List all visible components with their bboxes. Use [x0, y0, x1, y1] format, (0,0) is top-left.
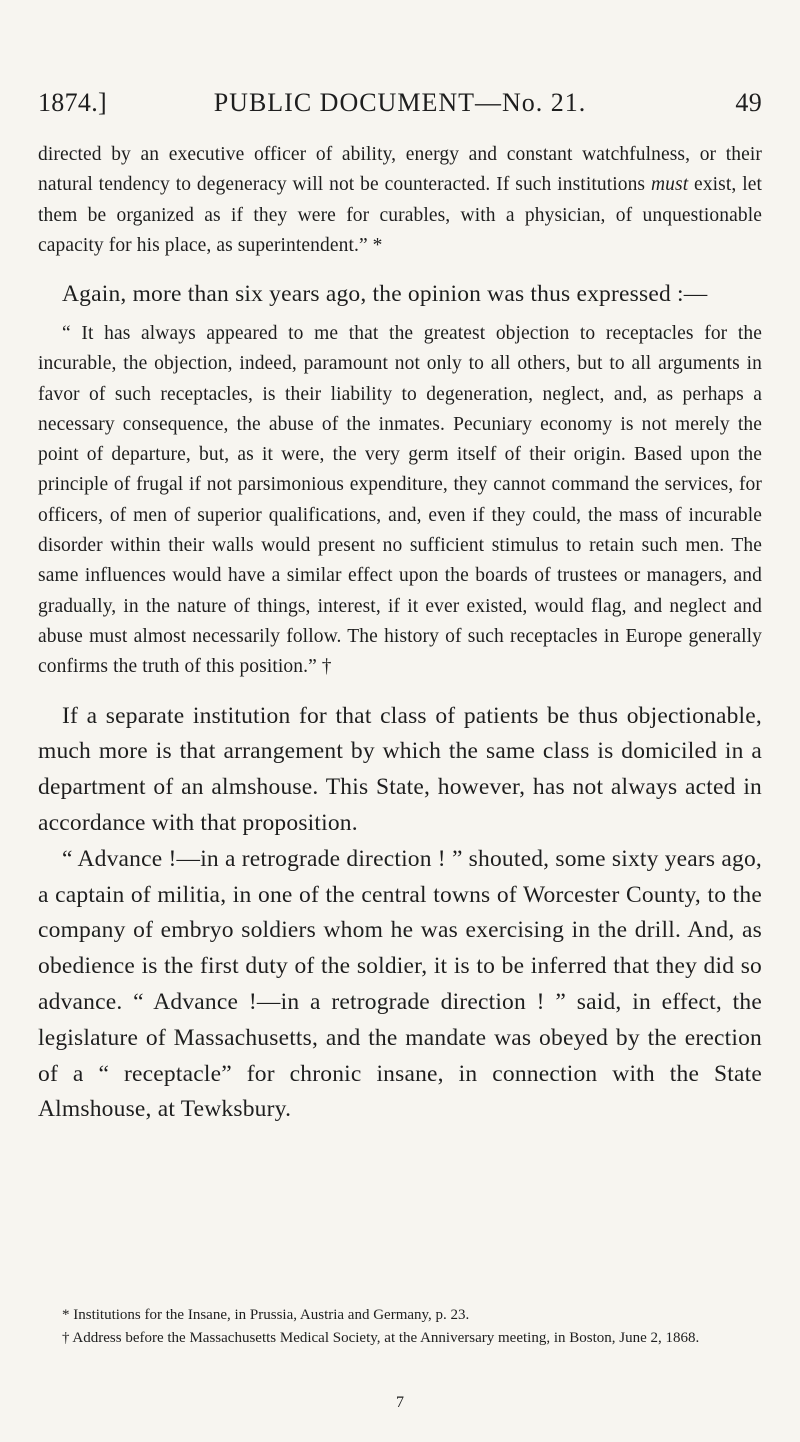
header-title: PUBLIC DOCUMENT—No. 21. [213, 88, 587, 117]
footnotes [38, 1304, 762, 1350]
paragraph-again: Again, more than six years ago, the opinion was thus expressed :— [62, 281, 708, 308]
paragraph-quote-continuation [38, 140, 762, 261]
running-head [38, 86, 762, 120]
header-year: 1874.] [38, 88, 107, 117]
paragraph-quotation: “ It has always appeared to me that the greatest objection to receptacles for the incurable, the objection, indeed, paramount not only to all others, but to all arguments in favor of such receptacles, is their liability to degeneration, neglect, and, as perhaps a necessary consequence, the abuse of the inmates. Pecuniary economy is not merely the point of departure, but, as it were, the very germ itself of their origin. Based upon the principle of frugal if not parsimonious expenditure, they cannot command the services, for officers, of men of superior qualifications, and, even if they could, the mass of incurable disorder within their walls would present no sufficient stimulus to retain such men. The same influences would have a similar effect upon the boards of trustees or managers, and gradually, in the nature of things, interest, if it ever existed, would flag, and neglect and abuse must almost necessarily follow. The history of such receptacles in Europe generally confirms the truth of this position.” † [38, 322, 762, 678]
paragraph-separate-institution: If a separate institution for that class of patients be thus objectionable, much more is that arrangement by which the same class is domiciled in a department of an almshouse. This State, however, has not always acted in accordance with that proposition. [38, 702, 762, 836]
body-text [38, 140, 762, 1128]
footnote-2: † Address before the Massachusetts Medical Society, at the Anniversary meeting, in Boston, June 2, 1868. [62, 1330, 700, 1346]
footnote-1: * Institutions for the Insane, in Prussia, Austria and Germany, p. 23. [62, 1307, 470, 1323]
header-page-number: 49 [735, 88, 762, 117]
paragraph-1-text-b: exist, let them be organized as if they were for curables, with a physician, of unquestionable capacity for his place, as superintendent.” * [38, 174, 762, 256]
signature-mark: 7 [396, 1394, 404, 1411]
paragraph-advance: “ Advance !—in a retrograde direction ! ” shouted, some sixty years ago, a captain of militia, in one of the central towns of Worcester County, to the company of embryo soldiers whom he was exercising in the drill. And, as obedience is the first duty of the soldier, it is to be inferred that they did so advance. “ Advance !—in a retrograde direction ! ” said, in effect, the legislature of Massachusetts, and the mandate was obeyed by the erection of a “ receptacle” for chronic insane, in connection with the State Almshouse, at Tewksbury. [38, 845, 762, 1123]
paragraph-1-emphasis: must [650, 174, 689, 196]
paragraph-1-text-a: directed by an executive officer of ability, energy and constant watchfulness, or their natural tendency to degeneracy will not be counteracted. If such institutions [38, 144, 762, 196]
